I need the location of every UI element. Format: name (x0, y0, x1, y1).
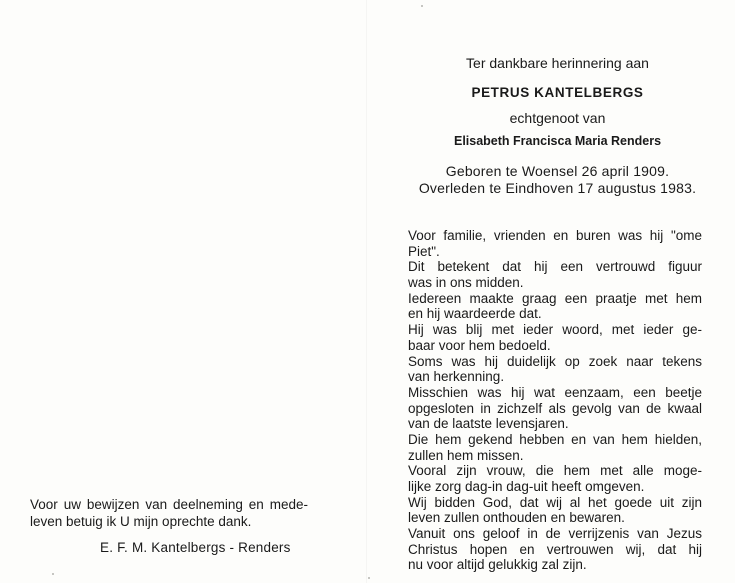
print-speck (368, 577, 370, 579)
memorial-text-line: opgesloten in zichzelf als gevolg van de kwaal (408, 400, 702, 416)
memorial-text-line: Soms was hij duidelijk op zoek naar tekens (408, 353, 702, 369)
spouse-label: echtgenoot van (509, 110, 606, 126)
memorial-text-line: Voor familie, vrienden en buren was hij "ome (408, 228, 702, 243)
memorial-text-line: Die hem gekend hebben en van hem hielden, (408, 431, 702, 447)
fold-line (366, 0, 367, 583)
memorial-text-line: leven zullen onthouden en bewaren. (408, 510, 625, 526)
thanks-note (30, 496, 308, 530)
memorial-text-line: baar voor hem bedoeld. (408, 337, 551, 353)
death-line: Overleden te Eindhoven 17 augustus 1983. (418, 180, 697, 196)
memorial-text-line: Piet". (408, 243, 440, 259)
spouse-name: Elisabeth Francisca Maria Renders (453, 134, 662, 148)
memorial-text-line: Dit betekent dat hij een vertrouwd figuur (408, 259, 702, 275)
memorial-text-line: en hij waardeerde dat. (408, 306, 542, 322)
memorial-text-line: Wij bidden God, dat wij al het goede uit zijn (408, 494, 702, 510)
memorial-text-line: van de laatste levensjaren. (408, 416, 569, 432)
print-speck (421, 5, 423, 7)
print-speck (52, 573, 54, 575)
thanks-line: Voor uw bewijzen van deelneming en mede- (30, 497, 308, 512)
memorial-text-line: Misschien was hij wat eenzaam, een beetje (408, 384, 702, 400)
memorial-text-line: van herkenning. (408, 369, 505, 385)
memorial-text-line: Christus hopen en vertrouwen wij, dat hij (408, 541, 702, 557)
thanks-line: leven betuig ik U mijn oprechte dank. (30, 514, 252, 529)
signature: E. F. M. Kantelbergs - Renders (100, 540, 291, 555)
memorial-text-line: nu voor altijd gelukkig zal zijn. (408, 557, 587, 573)
memorial-text-line: was in ons midden. (408, 275, 524, 291)
memorial-text-line: Iedereen maakte graag een praatje met hem (408, 290, 702, 306)
memorial-text (408, 228, 702, 573)
memorial-text-line: Hij was blij met ieder woord, met ieder ge- (408, 322, 702, 338)
birth-line: Geboren te Woensel 26 april 1909. (445, 163, 670, 179)
memorial-text-line: Vanuit ons geloof in de verrijzenis van Jezus (408, 526, 702, 542)
memorial-text-line: Vooral zijn vrouw, die hem met alle moge- (408, 463, 702, 479)
deceased-name: PETRUS KANTELBERGS (471, 85, 644, 100)
dedication-intro: Ter dankbare herinnering aan (466, 55, 649, 71)
memorial-text-line: zullen hem missen. (408, 447, 524, 463)
memorial-text-line: lijke zorg dag-in dag-uit heeft omgeven. (408, 479, 645, 494)
